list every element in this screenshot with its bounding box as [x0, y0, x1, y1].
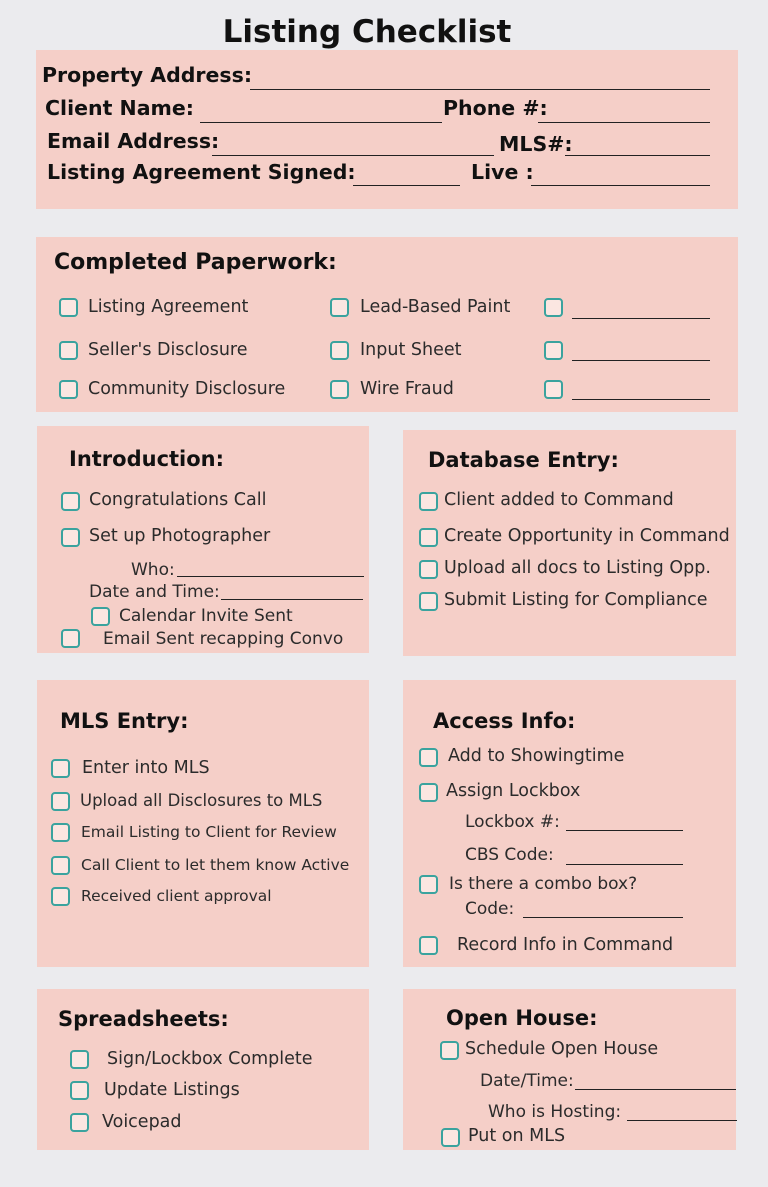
- who-is-hosting-label: Who is Hosting:: [488, 1102, 622, 1122]
- page-title: Listing Checklist: [222, 14, 512, 50]
- database-entry-heading: Database Entry:: [428, 448, 619, 472]
- checkbox-listing-agreement[interactable]: [59, 298, 78, 317]
- open-house-date-time-field[interactable]: [575, 1089, 736, 1090]
- custom-item-1-field[interactable]: [572, 318, 710, 319]
- introduction-heading: Introduction:: [69, 447, 225, 471]
- email-listing-label: Email Listing to Client for Review: [81, 823, 337, 841]
- checkbox-set-up-photographer[interactable]: [61, 528, 80, 547]
- open-house-date-time-label: Date/Time:: [480, 1071, 574, 1091]
- combo-code-label: Code:: [465, 899, 515, 919]
- checkbox-enter-into-mls[interactable]: [51, 759, 70, 778]
- voicepad-label: Voicepad: [102, 1112, 182, 1132]
- schedule-open-house-label: Schedule Open House: [465, 1039, 659, 1059]
- update-listings-label: Update Listings: [104, 1080, 240, 1100]
- listing-agreement-label: Listing Agreement: [88, 297, 249, 317]
- calendar-invite-sent-label: Calendar Invite Sent: [119, 606, 293, 626]
- checkbox-upload-docs[interactable]: [419, 560, 438, 579]
- client-name-label: Client Name:: [45, 96, 194, 120]
- input-sheet-label: Input Sheet: [360, 340, 462, 360]
- checkbox-add-showingtime[interactable]: [419, 748, 438, 767]
- combo-box-label: Is there a combo box?: [449, 874, 638, 894]
- checkbox-put-on-mls[interactable]: [441, 1128, 460, 1147]
- photographer-date-time-field[interactable]: [221, 599, 363, 600]
- lockbox-number-field[interactable]: [566, 830, 683, 831]
- email-label: Email Address:: [47, 129, 220, 153]
- client-name-field[interactable]: [200, 122, 442, 123]
- cbs-code-label: CBS Code:: [465, 845, 554, 865]
- create-opportunity-label: Create Opportunity in Command: [444, 526, 730, 546]
- photographer-who-label: Who:: [131, 560, 175, 580]
- checkbox-custom-2[interactable]: [544, 341, 563, 360]
- checkbox-wire-fraud[interactable]: [330, 380, 349, 399]
- checkbox-community-disclosure[interactable]: [59, 380, 78, 399]
- congratulations-call-label: Congratulations Call: [89, 490, 267, 510]
- checkbox-calendar-invite-sent[interactable]: [91, 607, 110, 626]
- live-field[interactable]: [531, 185, 710, 186]
- checkbox-email-listing[interactable]: [51, 823, 70, 842]
- record-info-label: Record Info in Command: [457, 935, 674, 955]
- enter-into-mls-label: Enter into MLS: [82, 758, 210, 778]
- checkbox-client-added[interactable]: [419, 492, 438, 511]
- agreement-signed-field[interactable]: [353, 185, 460, 186]
- photographer-who-field[interactable]: [177, 576, 364, 577]
- agreement-signed-label: Listing Agreement Signed:: [47, 160, 356, 184]
- checkbox-custom-1[interactable]: [544, 298, 563, 317]
- spreadsheets-heading: Spreadsheets:: [58, 1007, 229, 1031]
- lockbox-number-label: Lockbox #:: [465, 812, 560, 832]
- checkbox-email-sent[interactable]: [61, 629, 80, 648]
- mls-number-label: MLS#:: [499, 132, 573, 156]
- checkbox-submit-compliance[interactable]: [419, 592, 438, 611]
- sellers-disclosure-label: Seller's Disclosure: [88, 340, 248, 360]
- checkbox-record-info[interactable]: [419, 936, 438, 955]
- checkbox-custom-3[interactable]: [544, 380, 563, 399]
- checkbox-combo-box[interactable]: [419, 875, 438, 894]
- property-address-label: Property Address:: [42, 63, 253, 87]
- cbs-code-field[interactable]: [566, 864, 683, 865]
- checkbox-congratulations-call[interactable]: [61, 492, 80, 511]
- live-label: Live :: [471, 160, 534, 184]
- client-approval-label: Received client approval: [81, 887, 272, 905]
- community-disclosure-label: Community Disclosure: [88, 379, 286, 399]
- mls-number-field[interactable]: [565, 155, 710, 156]
- put-on-mls-label: Put on MLS: [468, 1126, 566, 1146]
- lead-based-paint-label: Lead-Based Paint: [360, 297, 511, 317]
- submit-compliance-label: Submit Listing for Compliance: [444, 590, 708, 610]
- custom-item-3-field[interactable]: [572, 399, 710, 400]
- checkbox-create-opportunity[interactable]: [419, 528, 438, 547]
- add-showingtime-label: Add to Showingtime: [448, 746, 625, 766]
- checkbox-upload-disclosures[interactable]: [51, 792, 70, 811]
- set-up-photographer-label: Set up Photographer: [89, 526, 271, 546]
- email-field[interactable]: [212, 155, 494, 156]
- wire-fraud-label: Wire Fraud: [360, 379, 454, 399]
- client-added-label: Client added to Command: [444, 490, 674, 510]
- assign-lockbox-label: Assign Lockbox: [446, 781, 581, 801]
- checkbox-sellers-disclosure[interactable]: [59, 341, 78, 360]
- checkbox-schedule-open-house[interactable]: [440, 1041, 459, 1060]
- checkbox-client-approval[interactable]: [51, 887, 70, 906]
- sign-lockbox-complete-label: Sign/Lockbox Complete: [107, 1049, 313, 1069]
- checkbox-voicepad[interactable]: [70, 1113, 89, 1132]
- call-client-label: Call Client to let them know Active: [81, 856, 350, 874]
- mls-entry-heading: MLS Entry:: [60, 709, 189, 733]
- upload-disclosures-label: Upload all Disclosures to MLS: [80, 791, 323, 810]
- checkbox-call-client[interactable]: [51, 856, 70, 875]
- custom-item-2-field[interactable]: [572, 360, 710, 361]
- open-house-heading: Open House:: [446, 1006, 598, 1030]
- checkbox-assign-lockbox[interactable]: [419, 783, 438, 802]
- checkbox-lead-based-paint[interactable]: [330, 298, 349, 317]
- photographer-date-time-label: Date and Time:: [89, 582, 220, 602]
- phone-field[interactable]: [538, 122, 710, 123]
- who-is-hosting-field[interactable]: [627, 1120, 737, 1121]
- upload-docs-label: Upload all docs to Listing Opp.: [444, 558, 711, 578]
- access-info-heading: Access Info:: [433, 709, 576, 733]
- combo-code-field[interactable]: [523, 917, 683, 918]
- paperwork-heading: Completed Paperwork:: [54, 250, 337, 275]
- checkbox-input-sheet[interactable]: [330, 341, 349, 360]
- property-address-field[interactable]: [250, 89, 710, 90]
- email-sent-label: Email Sent recapping Convo: [103, 629, 344, 649]
- checkbox-sign-lockbox-complete[interactable]: [70, 1050, 89, 1069]
- phone-label: Phone #:: [443, 96, 548, 120]
- checkbox-update-listings[interactable]: [70, 1081, 89, 1100]
